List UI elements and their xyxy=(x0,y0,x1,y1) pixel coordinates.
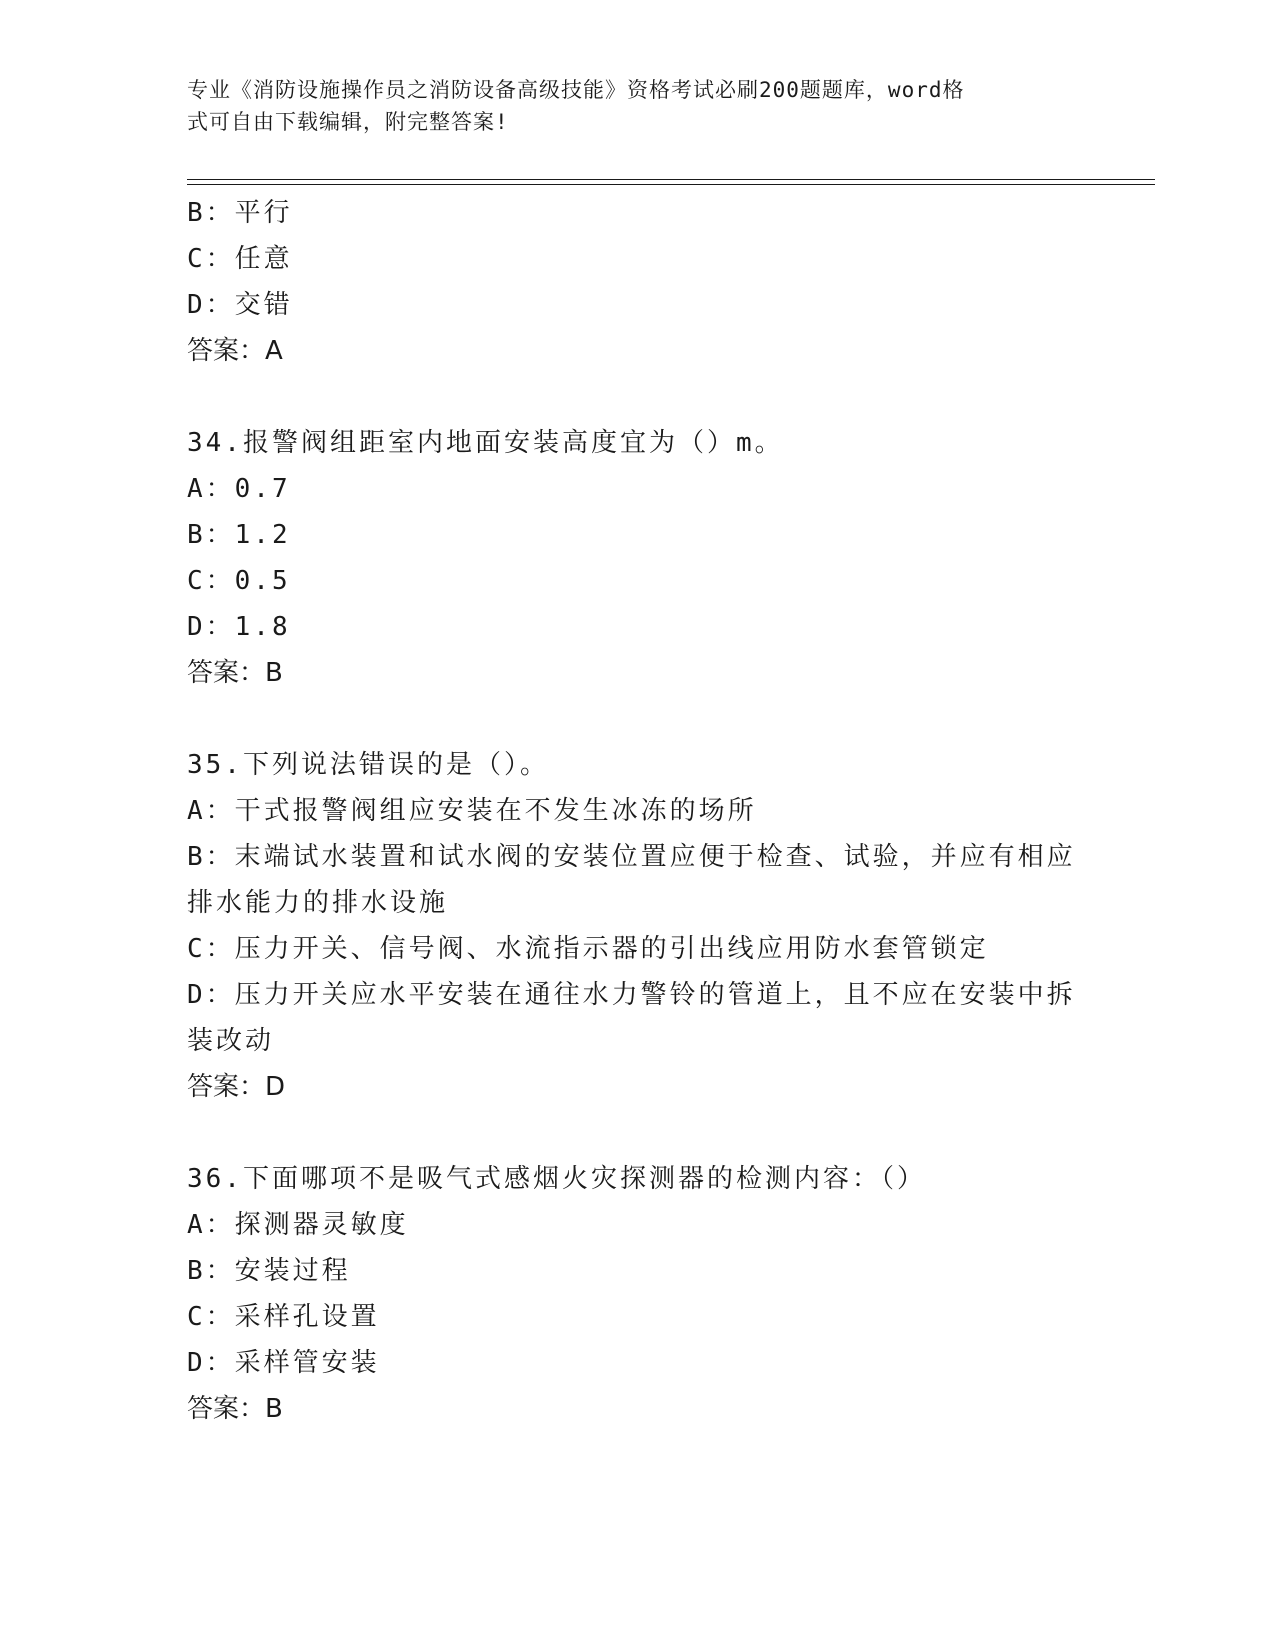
option-b: B：末端试水装置和试水阀的安装位置应便于检查、试验，并应有相应 xyxy=(187,842,1076,872)
previous-question-tail xyxy=(187,190,1087,374)
question-34 xyxy=(187,420,1087,696)
header-divider-bottom xyxy=(187,184,1155,185)
option-b: B：平行 xyxy=(187,198,293,228)
spacer xyxy=(187,374,1087,420)
option-d: D：交错 xyxy=(187,290,293,320)
option-c: C：0.5 xyxy=(187,566,291,596)
question-36 xyxy=(187,1156,1087,1432)
header-line-2: 式可自由下载编辑，附完整答案! xyxy=(187,110,509,134)
header-divider-top xyxy=(187,179,1155,180)
answer-line: 答案：D xyxy=(187,1072,286,1102)
option-c: C：任意 xyxy=(187,244,293,274)
option-c: C：压力开关、信号阀、水流指示器的引出线应用防水套管锁定 xyxy=(187,934,989,964)
option-b-continued: 排水能力的排水设施 xyxy=(187,888,449,918)
option-a: A：探测器灵敏度 xyxy=(187,1210,409,1240)
answer-line: 答案：A xyxy=(187,336,283,366)
option-b: B：1.2 xyxy=(187,520,291,550)
option-d: D：采样管安装 xyxy=(187,1348,380,1378)
option-d: D：1.8 xyxy=(187,612,291,642)
answer-line: 答案：B xyxy=(187,658,283,688)
question-text: 36.下面哪项不是吸气式感烟火灾探测器的检测内容：（） xyxy=(187,1164,926,1194)
answer-line: 答案：B xyxy=(187,1394,283,1424)
option-a: A：干式报警阀组应安装在不发生冰冻的场所 xyxy=(187,796,757,826)
option-b: B：安装过程 xyxy=(187,1256,351,1286)
option-c: C：采样孔设置 xyxy=(187,1302,380,1332)
question-list xyxy=(187,190,1087,1432)
spacer xyxy=(187,1110,1087,1156)
spacer xyxy=(187,696,1087,742)
question-35 xyxy=(187,742,1087,1110)
option-d-continued: 装改动 xyxy=(187,1026,275,1056)
question-text: 34.报警阀组距室内地面安装高度宜为（）m。 xyxy=(187,428,784,458)
header-line-1: 专业《消防设施操作员之消防设备高级技能》资格考试必刷200题题库，word格 xyxy=(187,78,965,102)
option-a: A：0.7 xyxy=(187,474,291,504)
option-d: D：压力开关应水平安装在通往水力警铃的管道上，且不应在安装中拆 xyxy=(187,980,1076,1010)
question-text: 35.下列说法错误的是（）。 xyxy=(187,750,549,780)
document-header xyxy=(187,74,1067,138)
